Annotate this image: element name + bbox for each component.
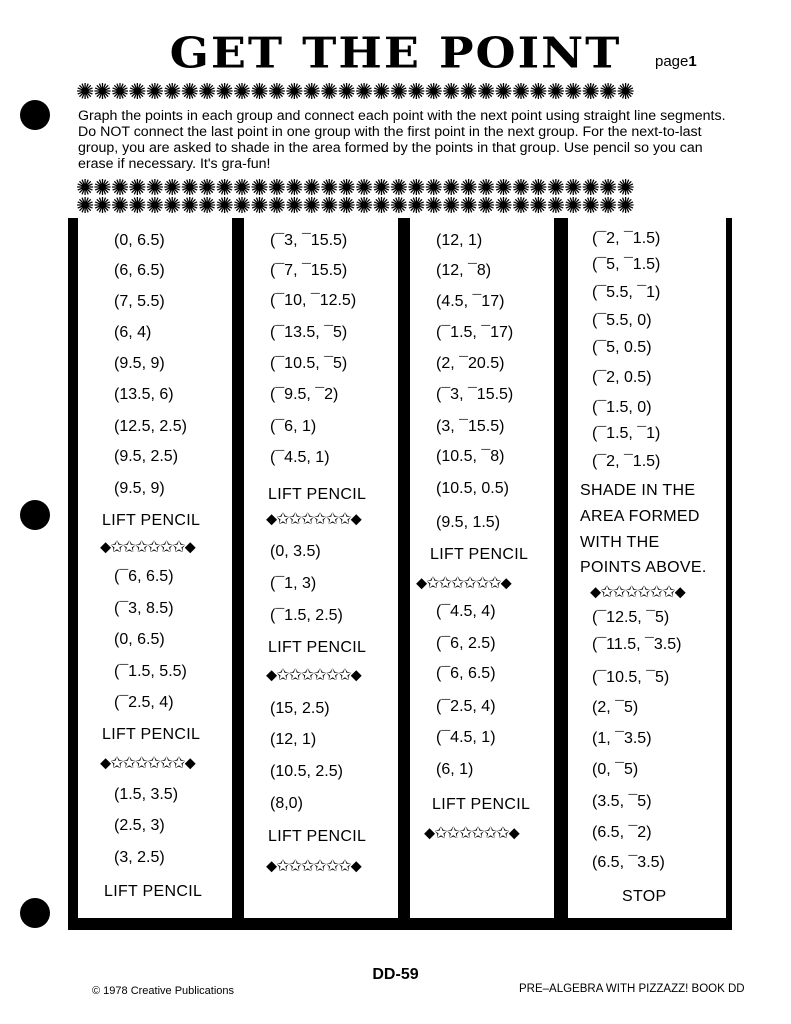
coordinate-point: (¯2, 0.5) [592,369,652,386]
worksheet-code: DD-59 [372,966,419,983]
star-ornament-icon: ⬥✩✩✩✩✩✩⬥ [590,584,685,601]
points-column-3 [410,218,554,918]
coordinate-point: (¯2.5, 4) [436,698,496,715]
instruction-label: AREA FORMED [580,508,700,525]
coordinate-point: (12, 1) [436,232,483,249]
coordinate-point: (¯11.5, ¯3.5) [592,636,682,653]
page-label: page [655,53,689,70]
ornamental-border: ✺✺✺✺✺✺✺✺✺✺✺✺✺✺✺✺✺✺✺✺✺✺✺✺✺✺✺✺✺✺✺✺ [76,178,634,200]
book-title: PRE–ALGEBRA WITH PIZZAZZ! BOOK DD [519,983,745,995]
point-columns-frame [68,218,732,930]
page-title: GET THE POINT [169,28,622,78]
coordinate-point: (¯13.5, ¯5) [270,324,348,341]
coordinate-point: (¯1.5, ¯17) [436,324,514,341]
coordinate-point: (¯1, 3) [270,575,317,592]
star-ornament-icon: ⬥✩✩✩✩✩✩⬥ [416,575,511,592]
star-ornament-icon: ⬥✩✩✩✩✩✩⬥ [266,511,361,528]
binder-hole [20,898,50,928]
star-ornament-icon: ⬥✩✩✩✩✩✩⬥ [266,858,361,875]
coordinate-point: (¯12.5, ¯5) [592,609,670,626]
coordinate-point: (2.5, 3) [114,817,165,834]
star-ornament-icon: ⬥✩✩✩✩✩✩⬥ [100,539,195,556]
instruction-label: LIFT PENCIL [430,546,529,563]
coordinate-point: (10.5, 2.5) [270,763,343,780]
coordinate-point: (2, ¯20.5) [436,355,505,372]
page-indicator [655,53,697,70]
coordinate-point: (¯5, ¯1.5) [592,256,661,273]
instruction-label: LIFT PENCIL [268,828,367,845]
coordinate-point: (12.5, 2.5) [114,418,187,435]
coordinate-point: (¯4.5, 1) [436,729,496,746]
star-ornament-icon: ⬥✩✩✩✩✩✩⬥ [266,667,361,684]
coordinate-point: (¯6, 6.5) [114,568,174,585]
coordinate-point: (6.5, ¯3.5) [592,854,665,871]
instruction-label: LIFT PENCIL [268,486,367,503]
coordinate-point: (¯3, 8.5) [114,600,174,617]
coordinate-point: (¯10.5, ¯5) [270,355,348,372]
coordinate-point: (¯6, 2.5) [436,635,496,652]
coordinate-point: (¯1.5, 5.5) [114,663,187,680]
coordinate-point: (¯5.5, ¯1) [592,284,661,301]
coordinate-point: (13.5, 6) [114,386,174,403]
instruction-label: LIFT PENCIL [104,883,203,900]
instructions-text: Graph the points in each group and connect each point with the next point using straight line segments. Do NOT connect the last point in one group with the first point in the next group. For the next-to-last group, you are asked to shade in the area formed by the points in that group. Use pencil so you can erase if necessary. It's gra-fun! [78,108,726,172]
coordinate-point: (¯5.5, 0) [592,312,652,329]
coordinate-point: (15, 2.5) [270,700,330,717]
coordinate-point: (7, 5.5) [114,293,165,310]
binder-hole [20,500,50,530]
star-ornament-icon: ⬥✩✩✩✩✩✩⬥ [424,825,519,842]
coordinate-point: (0, ¯5) [592,761,639,778]
coordinate-point: (6.5, ¯2) [592,824,652,841]
coordinate-point: (¯7, ¯15.5) [270,262,348,279]
instruction-label: WITH THE [580,534,660,551]
coordinate-point: (¯1.5, ¯1) [592,425,661,442]
coordinate-point: (¯1.5, 0) [592,399,652,416]
coordinate-point: (12, ¯8) [436,262,492,279]
coordinate-point: (4.5, ¯17) [436,293,505,310]
instruction-label: LIFT PENCIL [102,726,201,743]
coordinate-point: (9.5, 1.5) [436,514,501,531]
copyright-notice: © 1978 Creative Publications [92,985,235,997]
instruction-label: LIFT PENCIL [268,639,367,656]
coordinate-point: (¯2.5, 4) [114,694,174,711]
coordinate-point: (3.5, ¯5) [592,793,652,810]
coordinate-point: (9.5, 9) [114,355,165,372]
binder-hole [20,100,50,130]
ornamental-border: ✺✺✺✺✺✺✺✺✺✺✺✺✺✺✺✺✺✺✺✺✺✺✺✺✺✺✺✺✺✺✺✺ [76,82,634,104]
instruction-label: LIFT PENCIL [102,512,201,529]
coordinate-point: (9.5, 9) [114,480,165,497]
points-column-4 [568,218,726,918]
coordinate-point: (2, ¯5) [592,699,639,716]
coordinate-point: (1, ¯3.5) [592,730,652,747]
coordinate-point: (6, 4) [114,324,152,341]
coordinate-point: (¯4.5, 1) [270,449,330,466]
points-column-2 [244,218,398,918]
star-ornament-icon: ⬥✩✩✩✩✩✩⬥ [100,755,195,772]
coordinate-point: (3, 2.5) [114,849,165,866]
coordinate-point: (0, 3.5) [270,543,321,560]
coordinate-point: (1.5, 3.5) [114,786,179,803]
instruction-label: SHADE IN THE [580,482,696,499]
coordinate-point: (¯9.5, ¯2) [270,386,339,403]
coordinate-point: (¯6, 6.5) [436,665,496,682]
ornamental-border: ✺✺✺✺✺✺✺✺✺✺✺✺✺✺✺✺✺✺✺✺✺✺✺✺✺✺✺✺✺✺✺✺ [76,196,634,218]
coordinate-point: (¯10, ¯12.5) [270,292,357,309]
coordinate-point: (3, ¯15.5) [436,418,505,435]
coordinate-point: (¯1.5, 2.5) [270,607,343,624]
coordinate-point: (¯2, ¯1.5) [592,230,661,247]
coordinate-point: (¯10.5, ¯5) [592,669,670,686]
points-column-1 [78,218,232,918]
coordinate-point: (¯3, ¯15.5) [436,386,514,403]
coordinate-point: (12, 1) [270,731,317,748]
instruction-label: POINTS ABOVE. [580,559,707,576]
instruction-label: LIFT PENCIL [432,796,531,813]
coordinate-point: (¯2, ¯1.5) [592,453,661,470]
coordinate-point: (6, 6.5) [114,262,165,279]
coordinate-point: (¯5, 0.5) [592,339,652,356]
coordinate-point: (6, 1) [436,761,474,778]
instruction-label: STOP [622,888,667,905]
coordinate-point: (0, 6.5) [114,631,165,648]
coordinate-point: (¯6, 1) [270,418,317,435]
page-number: 1 [688,53,697,70]
coordinate-point: (¯3, ¯15.5) [270,232,348,249]
coordinate-point: (0, 6.5) [114,232,165,249]
coordinate-point: (8,0) [270,795,303,812]
coordinate-point: (10.5, 0.5) [436,480,509,497]
coordinate-point: (10.5, ¯8) [436,448,505,465]
coordinate-point: (¯4.5, 4) [436,603,496,620]
coordinate-point: (9.5, 2.5) [114,448,179,465]
